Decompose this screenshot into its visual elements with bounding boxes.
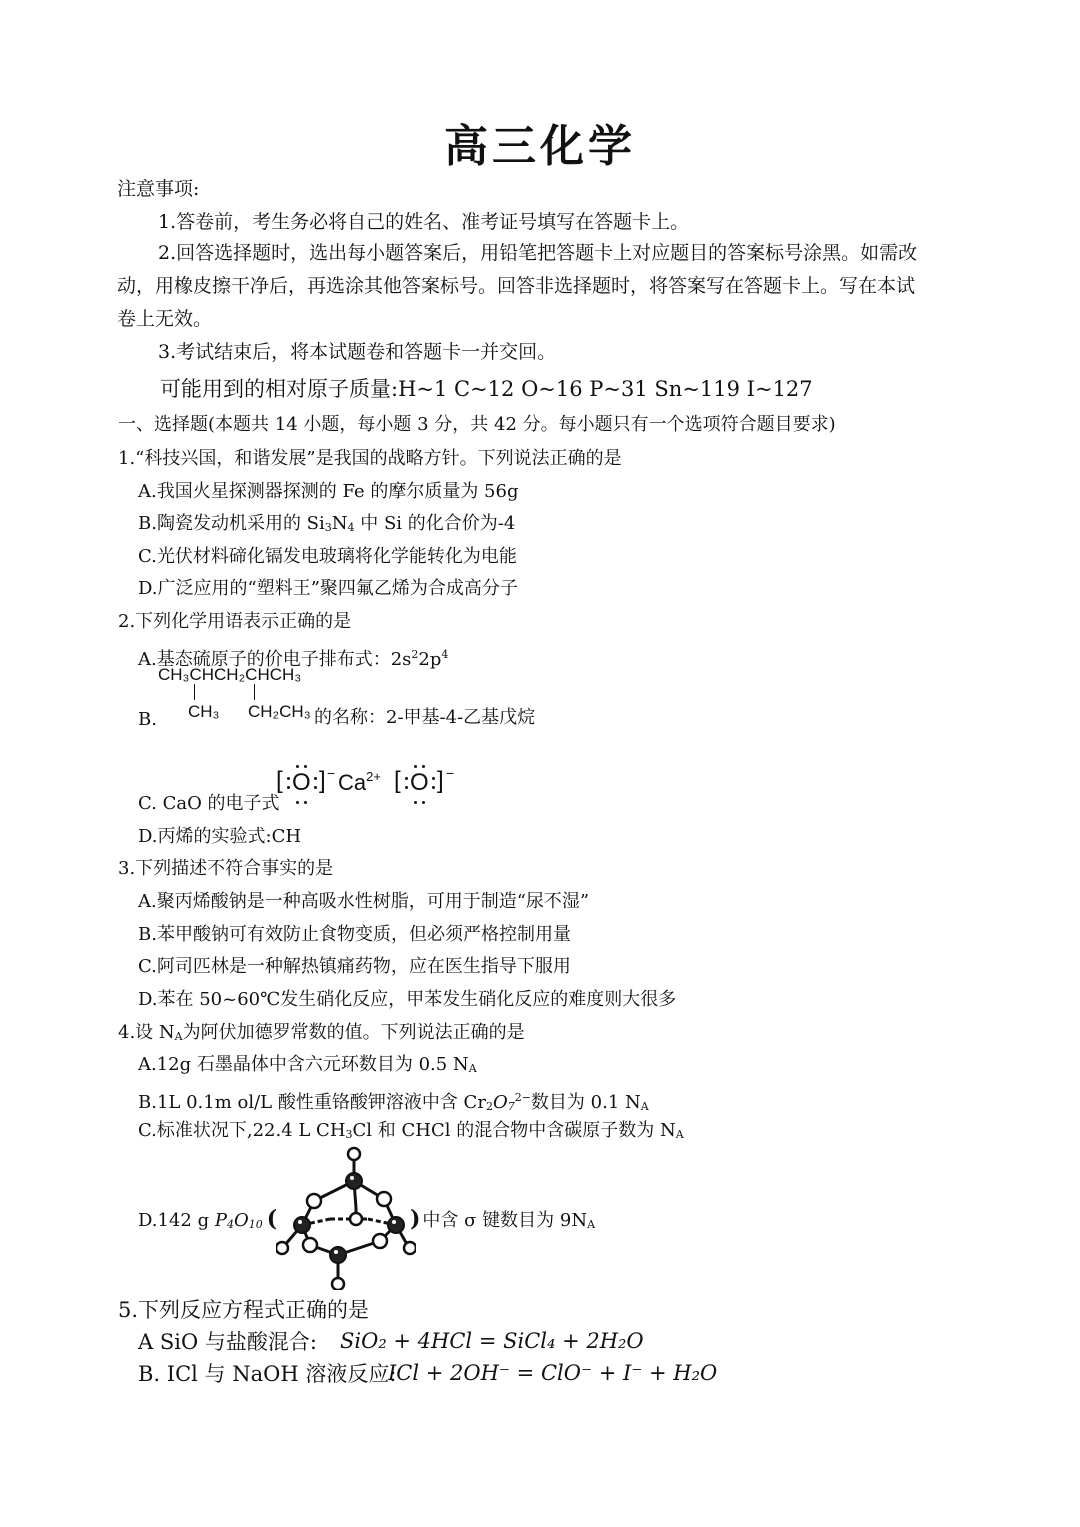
q2-option-c-label: C. CaO 的电子式	[138, 793, 280, 814]
q2-option-b-label: B.	[138, 709, 157, 730]
note-1: 1.答卷前，考生务必将自己的姓名、准考证号填写在答题卡上。	[158, 211, 690, 233]
note-2-line3: 卷上无效。	[117, 308, 213, 330]
notes-heading: 注意事项:	[117, 178, 200, 200]
q3-stem: 3.下列描述不符合事实的是	[118, 858, 334, 879]
q4-option-c: C.标准状况下,22.4 L CH3Cl 和 CHCl 的混合物中含碳原子数为 NA	[138, 1120, 684, 1141]
q1-option-c: C.光伏材料碲化镉发电玻璃将化学能转化为电能	[138, 546, 517, 567]
q5-option-a-label: A SiO 与盐酸混合:	[138, 1330, 317, 1354]
q2-structure-branch-1: CH₃	[188, 702, 220, 721]
note-2-line1: 2.回答选择题时，选出每小题答案后，用铅笔把答题卡上对应题目的答案标号涂黑。如需改	[158, 242, 918, 264]
q5-option-a-equation: SiO₂ + 4HCl = SiCl₄ + 2H₂O	[340, 1329, 644, 1353]
q1-option-a: A.我国火星探测器探测的 Fe 的摩尔质量为 56g	[138, 481, 519, 502]
note-3: 3.考试结束后，将本试题卷和答题卡一并交回。	[158, 341, 557, 363]
cao-electron-formula: [ O ] − $Ca^{2+}$ [ O ] −	[276, 763, 496, 807]
q4-option-d-suffix: ) 中含 σ 键数目为 9NA	[410, 1206, 596, 1232]
p4o10-structure-diagram	[276, 1145, 416, 1290]
q2-option-d: D.丙烯的实验式:CH	[138, 826, 302, 847]
q2-structure-branch-2: CH₂CH₃	[248, 702, 311, 721]
q4-option-b: B.1L 0.1m ol/L 酸性重铬酸钾溶液中含 $Cr2O7^{2-}$数目为 0.1 NA	[138, 1091, 649, 1113]
q2-stem: 2.下列化学用语表示正确的是	[118, 611, 352, 632]
q4-option-a: A.12g 石墨晶体中含六元环数目为 0.5 NA	[138, 1054, 477, 1075]
q3-option-d: D.苯在 50~60℃发生硝化反应，甲苯发生硝化反应的难度则大很多	[138, 989, 677, 1010]
q1-option-b: B.陶瓷发动机采用的 Si3N4 中 Si 的化合价为-4	[138, 513, 516, 534]
q2-structure-chain: CH₃CHCH₂CHCH₃	[158, 665, 302, 684]
section-heading: 一、选择题(本题共 14 小题，每小题 3 分，共 42 分。每小题只有一个选项符合题目要求)	[118, 414, 836, 435]
q5-option-b-label: B. ICl 与 NaOH 溶液反应:	[138, 1362, 397, 1386]
q4-stem: 4.设 NA为阿伏加德罗常数的值。下列说法正确的是	[118, 1022, 525, 1043]
q5-stem: 5.下列反应方程式正确的是	[118, 1298, 370, 1322]
q4-option-d-prefix: D.142 g P4O10 (	[138, 1206, 278, 1232]
q3-option-b: B.苯甲酸钠可有效防止食物变质，但必须严格控制用量	[138, 924, 571, 945]
q5-option-b-equation: ICl + 2OH⁻ = ClO⁻ + I⁻ + H₂O	[388, 1361, 718, 1385]
q3-option-c: C.阿司匹林是一种解热镇痛药物，应在医生指导下服用	[138, 956, 571, 977]
atomic-masses: 可能用到的相对原子质量:H~1 C~12 O~16 P~31 Sn~119 I~127	[160, 377, 813, 401]
q2-structure-bond-2	[254, 684, 255, 700]
q2-option-b-text: 的名称：2-甲基-4-乙基戊烷	[314, 707, 536, 728]
page-title: 高三化学	[444, 121, 636, 172]
q3-option-a: A.聚丙烯酸钠是一种高吸水性树脂，可用于制造“尿不湿”	[138, 891, 590, 912]
q2-structure-bond-1	[194, 684, 195, 700]
q1-option-d: D.广泛应用的“塑料王”聚四氟乙烯为合成高分子	[138, 578, 518, 599]
note-2-line2: 动，用橡皮擦干净后，再选涂其他答案标号。回答非选择题时，将答案写在答题卡上。写在本试	[117, 275, 916, 297]
q2-option-a: A.基态硫原子的价电子排布式：$2s^22p^4$	[138, 648, 449, 670]
q1-stem: 1.“科技兴国，和谐发展”是我国的战略方针。下列说法正确的是	[118, 448, 622, 469]
